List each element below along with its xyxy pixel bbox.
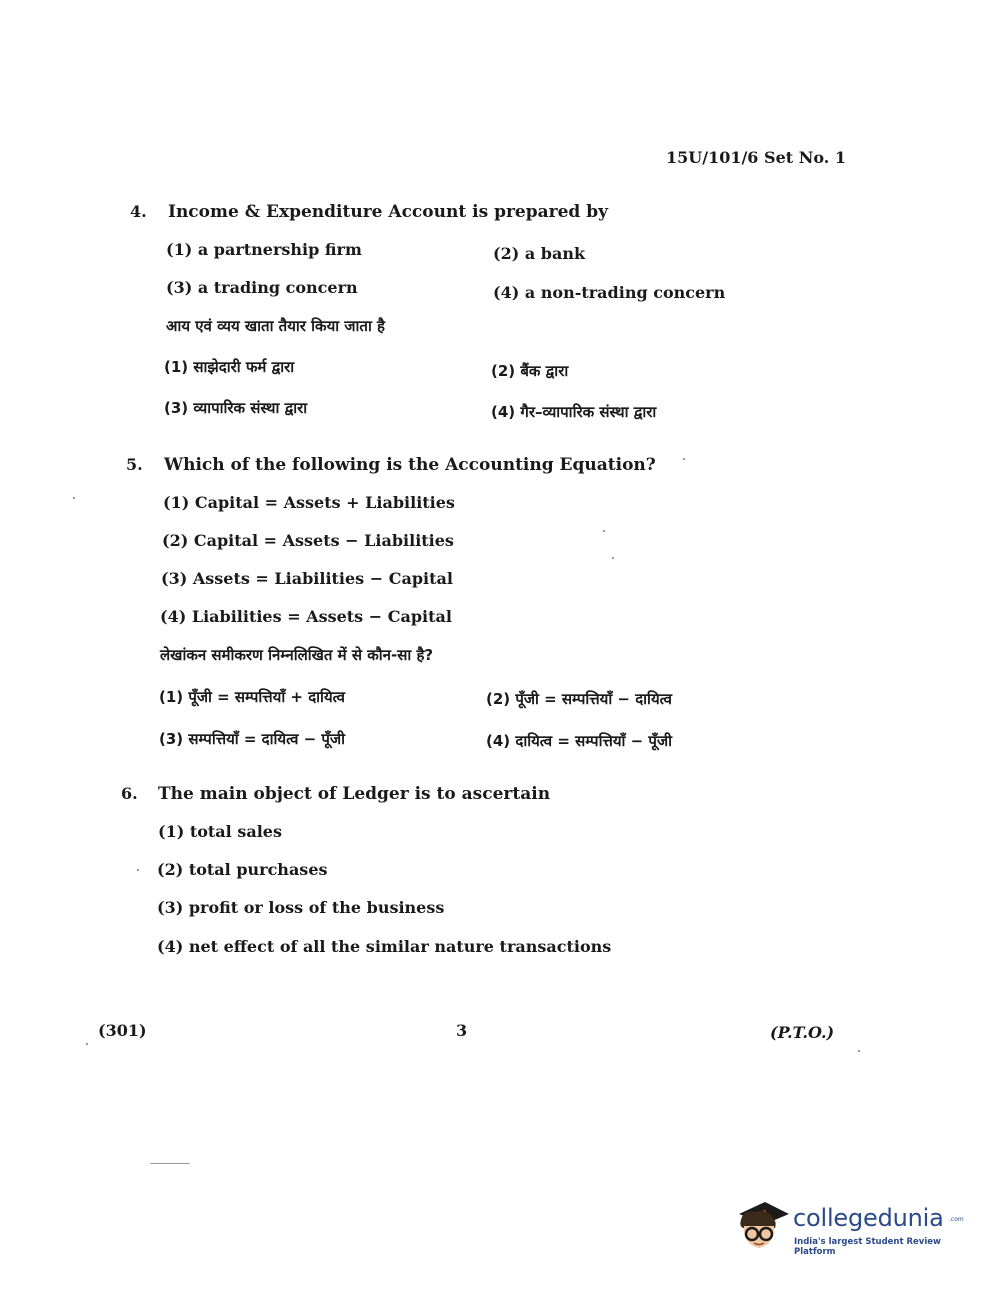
question-text: The main object of Ledger is to ascertain: [158, 784, 551, 804]
option-4: (4) net effect of all the similar nature transactions: [157, 937, 612, 956]
scan-speck: [683, 458, 685, 460]
option-1-hindi: (1) साझेदारी फर्म द्वारा: [164, 358, 295, 376]
paper-code: 15U/101/6 Set No. 1: [666, 148, 846, 167]
option-2: (2) a bank: [493, 244, 586, 263]
student-mascot-icon: [733, 1196, 791, 1256]
option-4-hindi: (4) दायित्व = सम्पत्तियाँ − पूँजी: [486, 732, 672, 750]
option-3-hindi: (3) सम्पत्तियाँ = दायित्व − पूँजी: [159, 730, 345, 748]
scan-speck: [603, 530, 605, 532]
footer-code: (301): [98, 1021, 147, 1040]
option-1-hindi: (1) पूँजी = सम्पत्तियाँ + दायित्व: [159, 688, 345, 706]
question-text: Which of the following is the Accounting Equation?: [164, 455, 656, 475]
option-2-hindi: (2) पूँजी = सम्पत्तियाँ − दायित्व: [486, 690, 672, 708]
option-4: (4) Liabilities = Assets − Capital: [160, 607, 452, 626]
scan-speck: [150, 1163, 190, 1164]
option-4: (4) a non-trading concern: [493, 283, 726, 302]
scan-speck: [137, 869, 139, 871]
option-3-hindi: (3) व्यापारिक संस्था द्वारा: [164, 399, 308, 417]
option-3: (3) a trading concern: [166, 278, 358, 297]
pto-label: (P.T.O.): [770, 1023, 835, 1042]
collegedunia-watermark: [733, 1196, 963, 1260]
option-1: (1) total sales: [158, 822, 282, 841]
scan-speck: [858, 1050, 860, 1052]
option-2-hindi: (2) बैंक द्वारा: [491, 362, 569, 380]
question-text: Income & Expenditure Account is prepared by: [168, 202, 608, 222]
option-3: (3) Assets = Liabilities − Capital: [161, 569, 453, 588]
logo-domain-suffix: .com: [949, 1216, 964, 1223]
option-2: (2) total purchases: [157, 860, 328, 879]
question-number: 5.: [126, 455, 143, 474]
scan-speck: [612, 557, 614, 559]
page-number: 3: [456, 1021, 468, 1040]
question-number: 6.: [121, 784, 138, 803]
scan-speck: [86, 1043, 88, 1045]
logo-tagline: India's largest Student Review Platform: [794, 1237, 941, 1257]
question-text-hindi: लेखांकन समीकरण निम्नलिखित में से कौन-सा है?: [160, 646, 434, 664]
question-number: 4.: [130, 202, 147, 221]
option-2: (2) Capital = Assets − Liabilities: [162, 531, 454, 550]
question-text-hindi: आय एवं व्यय खाता तैयार किया जाता है: [166, 317, 386, 335]
option-3: (3) profit or loss of the business: [157, 898, 445, 917]
option-4-hindi: (4) गैर–व्यापारिक संस्था द्वारा: [491, 403, 657, 421]
option-1: (1) Capital = Assets + Liabilities: [163, 493, 455, 512]
logo-wordmark: collegedunia: [793, 1204, 944, 1232]
option-1: (1) a partnership firm: [166, 240, 362, 259]
scan-speck: [73, 497, 75, 499]
